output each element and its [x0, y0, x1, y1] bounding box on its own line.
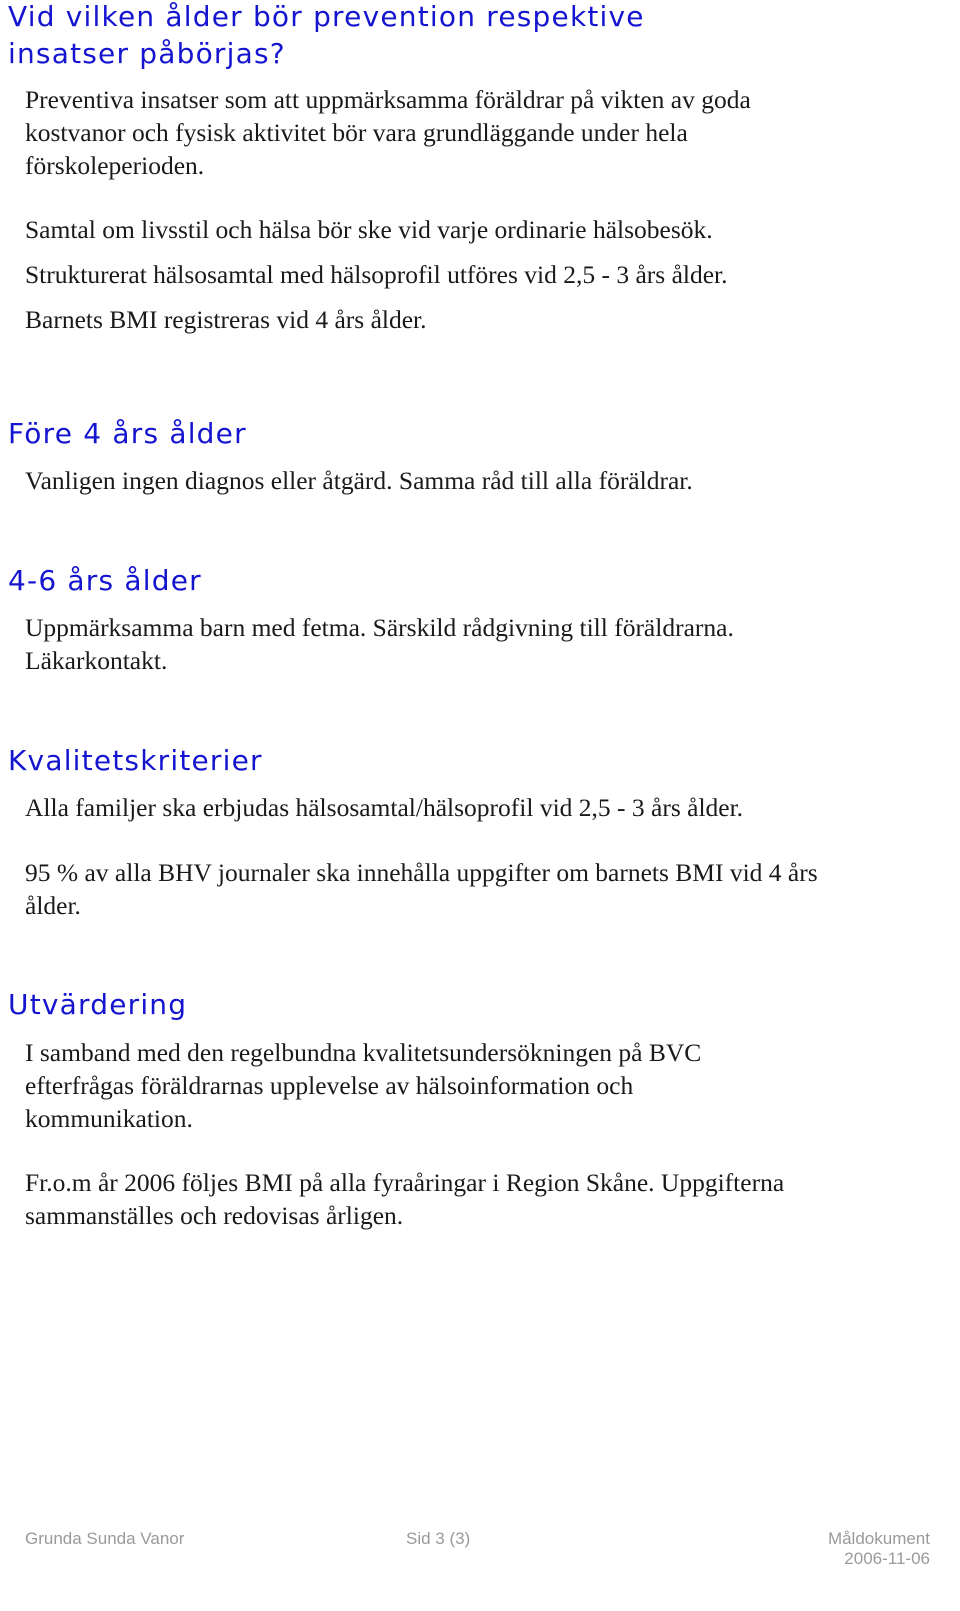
paragraph-structured-health-talk: Strukturerat hälsosamtal med hälsoprofil utföres vid 2,5 - 3 års ålder.	[25, 260, 728, 289]
paragraph-quality-criteria-bmi: 95 % av alla BHV journaler ska innehålla uppgifter om barnets BMI vid 4 års ålder.	[25, 858, 818, 920]
paragraph-preventive-efforts: Preventiva insatser som att uppmärksamma föräldrar på vikten av goda kostvanor och fysisk aktivitet bör vara grundläggande under hela förskoleperioden.	[25, 85, 751, 180]
section-heading-evaluation: Utvärdering	[8, 988, 188, 1021]
section-heading-4-6: 4-6 års ålder	[8, 564, 202, 597]
paragraph-bmi-registration: Barnets BMI registreras vid 4 års ålder.	[25, 305, 427, 334]
paragraph-quality-criteria-offer: Alla familjer ska erbjudas hälsosamtal/hälsoprofil vid 2,5 - 3 års ålder.	[25, 793, 744, 822]
paragraph-before-4: Vanligen ingen diagnos eller åtgärd. Samma råd till alla föräldrar.	[25, 466, 693, 495]
section-heading-quality-criteria: Kvalitetskriterier	[8, 744, 263, 777]
paragraph-4-6: Uppmärksamma barn med fetma. Särskild rådgivning till föräldrarna. Läkarkontakt.	[25, 613, 734, 675]
footer-page-number: Sid 3 (3)	[406, 1529, 471, 1548]
paragraph-lifestyle-talk: Samtal om livsstil och hälsa bör ske vid varje ordinarie hälsobesök.	[25, 215, 713, 244]
footer-document-title: Grunda Sunda Vanor	[25, 1529, 185, 1548]
paragraph-evaluation-survey: I samband med den regelbundna kvalitetsundersökningen på BVC efterfrågas föräldrarnas upplevelse av hälsoinformation och kommunikation.	[25, 1038, 702, 1133]
footer-date: 2006-11-06	[844, 1549, 930, 1568]
paragraph-evaluation-bmi-followup: Fr.o.m år 2006 följes BMI på alla fyraåringar i Region Skåne. Uppgifterna sammanställes och redovisas årligen.	[25, 1168, 785, 1230]
section-heading-prevention-age: Vid vilken ålder bör prevention respektive insatser påbörjas?	[8, 0, 645, 70]
footer-document-type: Måldokument	[827, 1529, 930, 1548]
section-heading-before-4: Före 4 års ålder	[8, 417, 247, 450]
